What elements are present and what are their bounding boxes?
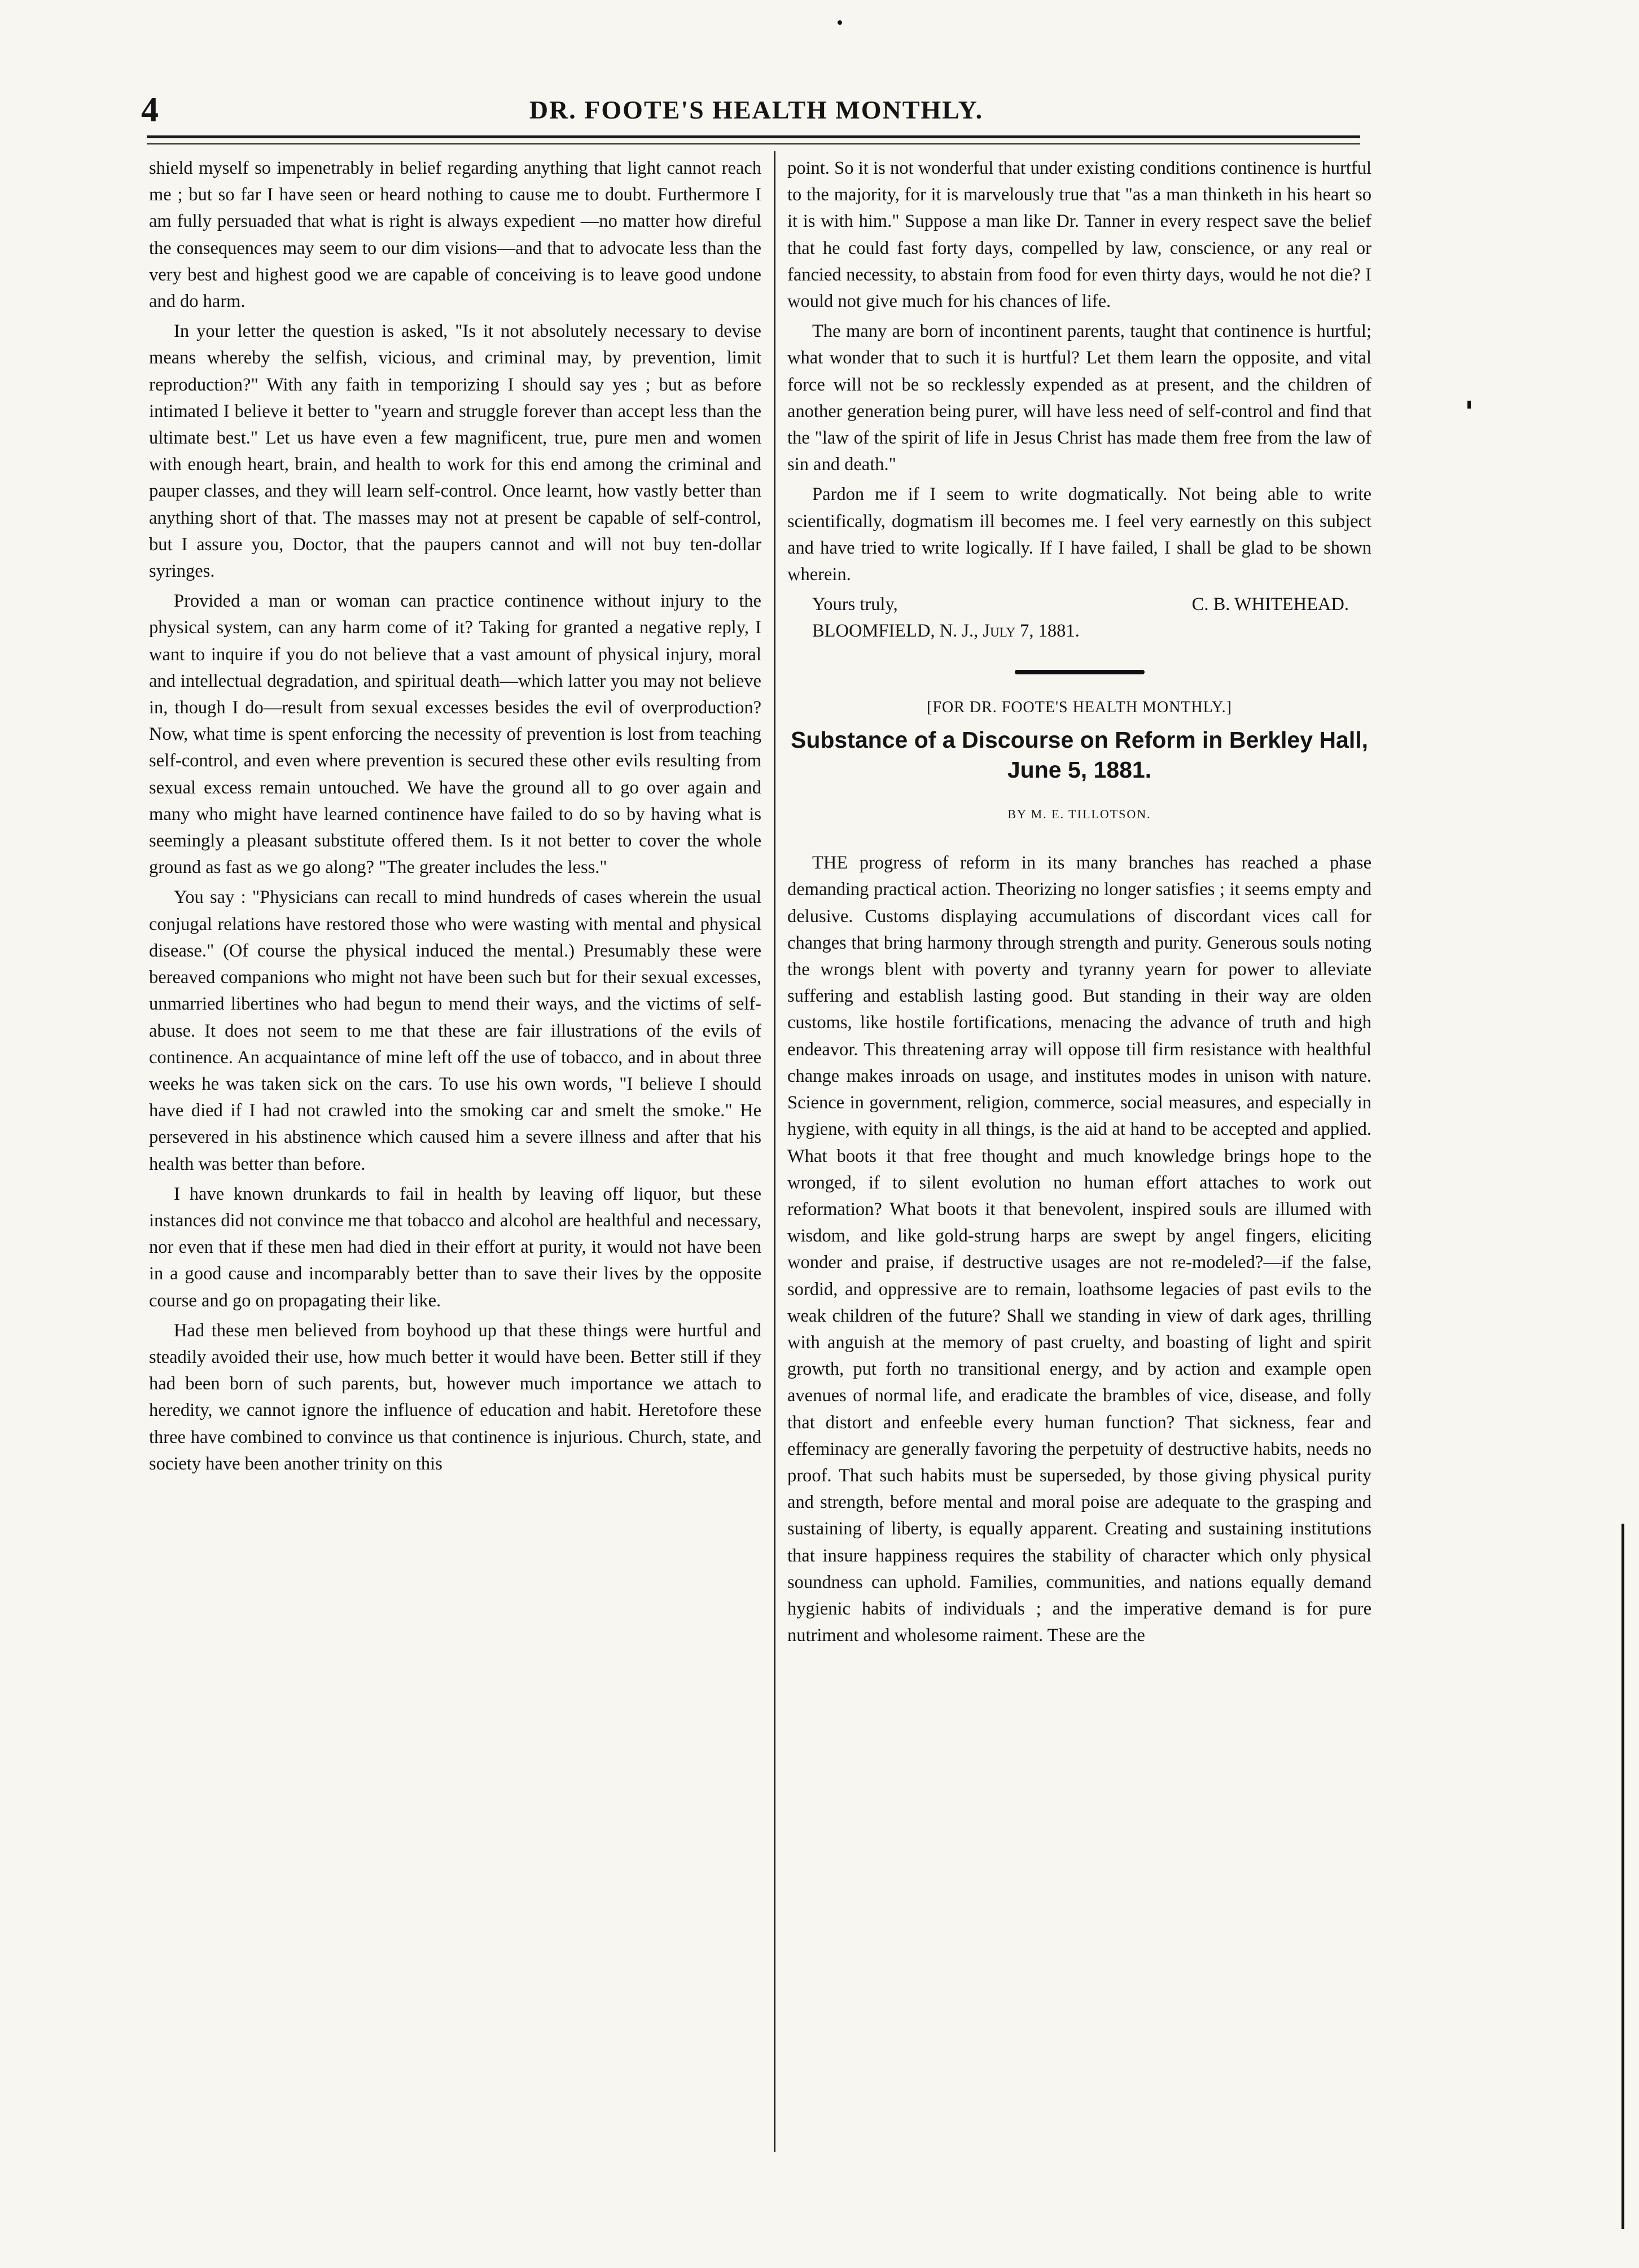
letter-paragraph: Had these men believed from boyhood up that these things were hurtful and steadily avoided their use, how much better it would have been. Better still if they had been born of such parents, but, however much importance we attach to heredity, we cannot ignore the influence of education and habit. Heretofore these three have combined to convince us that continence is injurious. Church, state, and society have been another trinity on this bbox=[149, 1320, 761, 1474]
print-speck bbox=[838, 20, 842, 25]
header-rule-thick bbox=[147, 135, 1360, 138]
editorial-note: [FOR DR. FOOTE'S HEALTH MONTHLY.] bbox=[927, 698, 1232, 716]
letter-paragraph: I have known drunkards to fail in health by leaving off liquor, but these instances did not convince me that tobacco and alcohol are healthful and necessary, nor even that if these men had died in their effort at purity, it would not have been in a good cause and incomparably better than to save their lives by the opposite course and go on propagating their like. bbox=[149, 1183, 761, 1311]
article-title: Substance of a Discourse on Reform in Berkley Hall, June 5, 1881. bbox=[790, 727, 1369, 783]
header-rule-thin bbox=[147, 143, 1360, 144]
letter-signature: C. B. WHITEHEAD. bbox=[1191, 594, 1349, 615]
page-number: 4 bbox=[141, 91, 159, 129]
letter-signoff bbox=[787, 591, 1371, 618]
right-column bbox=[787, 155, 1371, 1652]
scan-edge-mark bbox=[1622, 1524, 1624, 2229]
letter-paragraph: Pardon me if I seem to write dogmatically. Not being able to write scientifically, dogmatism ill becomes me. I feel very earnestly on this subject and have tried to write logically. If I have failed, I shall be glad to be shown wherein. bbox=[787, 484, 1371, 585]
section-ornament bbox=[787, 657, 1371, 684]
letter-paragraph: In your letter the question is asked, "Is it not absolutely necessary to devise means whereby the selfish, vicious, and criminal may, by prevention, limit reproduction?" With any faith in temporizing I should say yes ; but as before intimated I believe it better to "yearn and struggle forever than accept less than the ultimate best." Let us have even a few magnificent, true, pure men and women with enough heart, brain, and health to work for this end among the criminal and pauper classes, and they will learn self-control. Once learnt, how vastly better than anything short of that. The masses may not at present be capable of self-control, but I assure you, Doctor, that the paupers cannot and will not buy ten-dollar syringes. bbox=[149, 321, 761, 582]
left-column bbox=[149, 155, 761, 1481]
letter-paragraph: You say : "Physicians can recall to mind hundreds of cases wherein the usual conjugal relations have restored those who were wasting with mental and physical disease." (Of course the physical induced the mental.) Presumably these were bereaved companions who might not have been such but for their sexual excesses, unmarried libertines who had begun to mend their ways, and the victims of self-abuse. It does not seem to me that these are fair illustrations of the evils of continence. An acquaintance of mine left off the use of tobacco, and in about three weeks he was taken sick on the cars. To use his own words, "I believe I should have died if I had not crawled into the smoking car and smelt the smoke." He persevered in his abstinence which caused him a severe illness and after that his health was better than before. bbox=[149, 887, 761, 1174]
article-byline: BY M. E. TILLOTSON. bbox=[1007, 807, 1151, 822]
article-paragraph: THE progress of reform in its many branches has reached a phase demanding practical action. Theorizing no longer satisfies ; it seems empty and delusive. Customs displaying accumulations of discordant vices call for changes that bring harmony through strength and purity. Generous souls noting the wrongs blent with poverty and tyranny yearn for power to alleviate suffering and establish lasting good. But standing in their way are olden customs, like hostile fortifications, menacing the advance of truth and high endeavor. This threatening array will oppose till firm resistance with healthful change makes inroads on usage, and institutes modes in unison with nature. Science in government, religion, commerce, social measures, and especially in hygiene, with equity in all things, is the aid at hand to be accepted and applied. What boots it that free thought and much knowledge brings hope to the wronged, if to silent evolution no human effort attaches to work out reformation? What boots it that benevolent, inspired souls are illumed with wisdom, and like gold-strung harps are swept by angel fingers, eliciting wonder and praise, if destructive usages are not re-modeled?—if the false, sordid, and oppressive are to remain, loathsome legacies of past evils to the weak children of the future? Shall we standing in view of dark ages, thrilling with anguish at the memory of past cruelty, and boasting of light and spirit growth, put forth no transitional energy, and by action and example open avenues of normal life, and eradicate the brambles of vice, disease, and folly that distort and enfeeble every human function? That sickness, fear and effeminacy are generally favoring the perpetuity of destructive habits, needs no proof. That such habits must be superseded, by those giving physical purity and strength, before mental and moral poise are adequate to the grasping and sustaining of liberty, is equally apparent. Creating and sustaining institutions that insure happiness requires the stability of character which only physical soundness can uphold. Families, communities, and nations equally demand hygienic habits of individuals ; and the imperative demand is for pure nutriment and wholesome raiment. These are the bbox=[787, 853, 1371, 1646]
letter-paragraph: shield myself so impenetrably in belief regarding anything that light cannot reach me ; but so far I have seen or heard nothing to cause me to doubt. Furthermore I am fully persuaded that what is right is always expedient —no matter how direful the consequences may seem to our dim visions—and that to advocate less than the very best and highest good we are capable of conceiving is to leave good undone and do harm. bbox=[149, 158, 761, 312]
letter-closing: Yours truly, bbox=[812, 594, 898, 615]
letter-dateline: BLOOMFIELD, N. J., July 7, 1881. bbox=[812, 621, 1080, 642]
column-divider bbox=[774, 151, 775, 2152]
page-header bbox=[141, 90, 1371, 130]
letter-paragraph: The many are born of incontinent parents, taught that continence is hurtful; what wonder that to such it is hurtful? Let them learn the opposite, and vital force will not be so recklessly expended as at present, and the children of another generation being purer, will have less need of self-control and find that the "law of the spirit of life in Jesus Christ has made them free from the law of sin and death." bbox=[787, 321, 1371, 475]
scan-speck bbox=[1467, 401, 1471, 409]
running-title: DR. FOOTE'S HEALTH MONTHLY. bbox=[529, 95, 984, 124]
letter-paragraph: point. So it is not wonderful that under existing conditions continence is hurtful to the majority, for it is marvelously true that "as a man thinketh in his heart so it is with him." Suppose a man like Dr. Tanner in every respect save the belief that he could fast forty days, compelled by law, conscience, or any real or fancied necessity, to abstain from food for even thirty days, would he not die? I would not give much for his chances of life. bbox=[787, 158, 1371, 312]
ornament-bar bbox=[1015, 670, 1145, 674]
letter-paragraph: Provided a man or woman can practice continence without injury to the physical system, can any harm come of it? Taking for granted a negative reply, I want to inquire if you do not believe that a vast amount of physical injury, moral and intellectual degradation, and spiritual death—which latter you may not believe in, though I do—result from sexual excesses besides the evil of overproduction? Now, what time is spent enforcing the necessity of prevention is lost from teaching self-control, and even where prevention is secured these other evils resulting from sexual excess remain untouched. We have the ground all to go over again and many who might have learned continence have failed to do so by having what is seemingly a pleasant substitute offered them. Is it not better to cover the whole ground as fast as we go along? "The greater includes the less." bbox=[149, 591, 761, 878]
